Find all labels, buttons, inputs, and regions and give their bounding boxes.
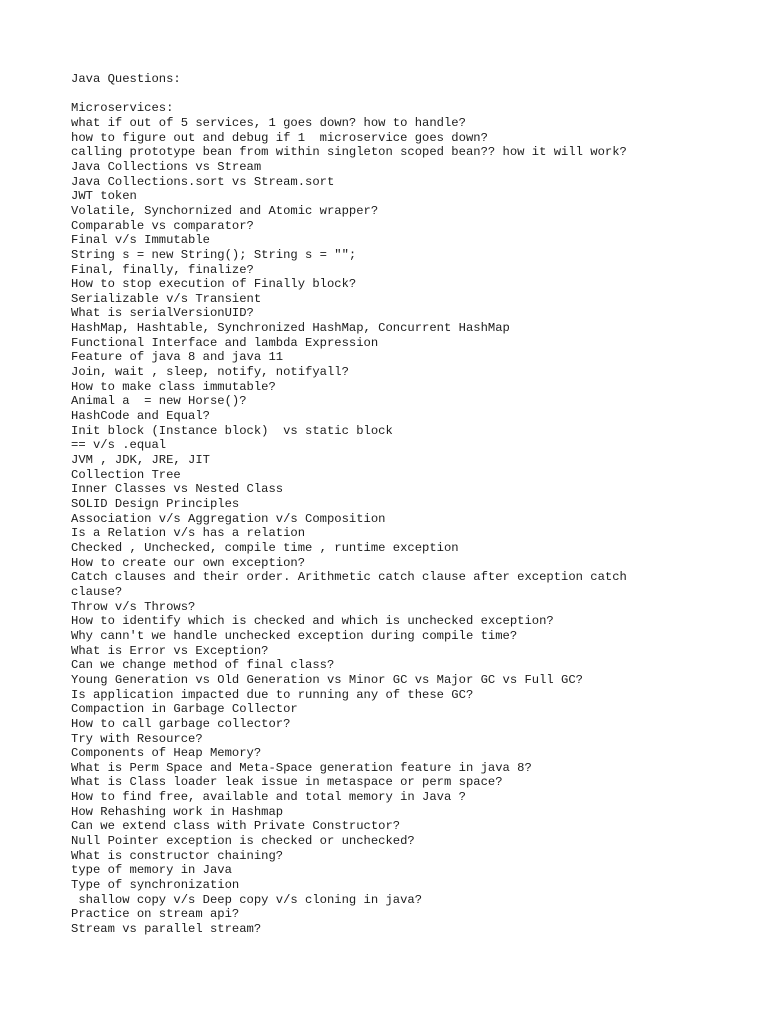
- document-title: Java Questions:: [71, 72, 181, 86]
- question-line: Compaction in Garbage Collector: [71, 702, 298, 717]
- question-line: Is a Relation v/s has a relation: [71, 526, 306, 541]
- question-line: == v/s .equal: [71, 438, 167, 453]
- question-line: Inner Classes vs Nested Class: [71, 482, 284, 497]
- question-line: JWT token: [71, 189, 137, 204]
- question-line: Throw v/s Throws?: [71, 599, 196, 614]
- question-line: Practice on stream api?: [71, 907, 240, 922]
- question-line: calling prototype bean from within singleton scoped bean?? how it will work?: [71, 145, 627, 160]
- question-line: How to find free, available and total memory in Java ?: [71, 790, 466, 805]
- question-line: clause?: [71, 584, 123, 599]
- question-line: What is constructor chaining?: [71, 848, 284, 863]
- question-line: Try with Resource?: [71, 731, 203, 746]
- question-line: Comparable vs comparator?: [71, 218, 254, 233]
- document-page: [71, 72, 761, 937]
- question-line: Association v/s Aggregation v/s Composition: [71, 511, 386, 526]
- question-list: [71, 116, 761, 937]
- question-line: Can we change method of final class?: [71, 658, 335, 673]
- question-line: How to stop execution of Finally block?: [71, 277, 357, 292]
- question-line: Stream vs parallel stream?: [71, 922, 262, 937]
- section-heading: Microservices:: [71, 101, 174, 116]
- question-line: String s = new String(); String s = "";: [71, 247, 357, 262]
- question-line: How to call garbage collector?: [71, 716, 291, 731]
- question-line: JVM , JDK, JRE, JIT: [71, 453, 210, 468]
- question-line: Collection Tree: [71, 467, 181, 482]
- question-line: HashCode and Equal?: [71, 409, 210, 424]
- question-line: Join, wait , sleep, notify, notifyall?: [71, 365, 349, 380]
- question-line: Serializable v/s Transient: [71, 291, 262, 306]
- question-line: Java Collections.sort vs Stream.sort: [71, 174, 335, 189]
- question-line: shallow copy v/s Deep copy v/s cloning in java?: [71, 892, 423, 907]
- question-line: Can we extend class with Private Constructor?: [71, 819, 401, 834]
- question-line: How to create our own exception?: [71, 555, 306, 570]
- question-line: Functional Interface and lambda Expression: [71, 335, 379, 350]
- question-line: Init block (Instance block) vs static block: [71, 423, 393, 438]
- question-line: Is application impacted due to running any of these GC?: [71, 687, 474, 702]
- question-line: what if out of 5 services, 1 goes down? how to handle?: [71, 115, 466, 130]
- question-line: What is Class loader leak issue in metaspace or perm space?: [71, 775, 503, 790]
- question-line: Java Collections vs Stream: [71, 159, 262, 174]
- question-line: How to identify which is checked and which is unchecked exception?: [71, 614, 554, 629]
- question-line: Young Generation vs Old Generation vs Minor GC vs Major GC vs Full GC?: [71, 672, 583, 687]
- question-line: Null Pointer exception is checked or unchecked?: [71, 834, 415, 849]
- question-line: Catch clauses and their order. Arithmetic catch clause after exception catch: [71, 570, 627, 585]
- question-line: Final, finally, finalize?: [71, 262, 254, 277]
- question-line: Type of synchronization: [71, 878, 240, 893]
- question-line: What is serialVersionUID?: [71, 306, 254, 321]
- question-line: HashMap, Hashtable, Synchronized HashMap, Concurrent HashMap: [71, 321, 510, 336]
- question-line: What is Error vs Exception?: [71, 643, 269, 658]
- question-line: Final v/s Immutable: [71, 233, 210, 248]
- question-line: Volatile, Synchornized and Atomic wrapper?: [71, 203, 379, 218]
- question-line: Animal a = new Horse()?: [71, 394, 247, 409]
- question-line: What is Perm Space and Meta-Space generation feature in java 8?: [71, 760, 532, 775]
- question-line: Components of Heap Memory?: [71, 746, 262, 761]
- question-line: Checked , Unchecked, compile time , runtime exception: [71, 540, 459, 555]
- question-line: SOLID Design Principles: [71, 497, 240, 512]
- question-line: How to make class immutable?: [71, 379, 276, 394]
- question-line: how to figure out and debug if 1 microservice goes down?: [71, 130, 488, 145]
- question-line: Why cann't we handle unchecked exception during compile time?: [71, 628, 518, 643]
- question-line: Feature of java 8 and java 11: [71, 350, 284, 365]
- question-line: How Rehashing work in Hashmap: [71, 804, 284, 819]
- question-line: type of memory in Java: [71, 863, 232, 878]
